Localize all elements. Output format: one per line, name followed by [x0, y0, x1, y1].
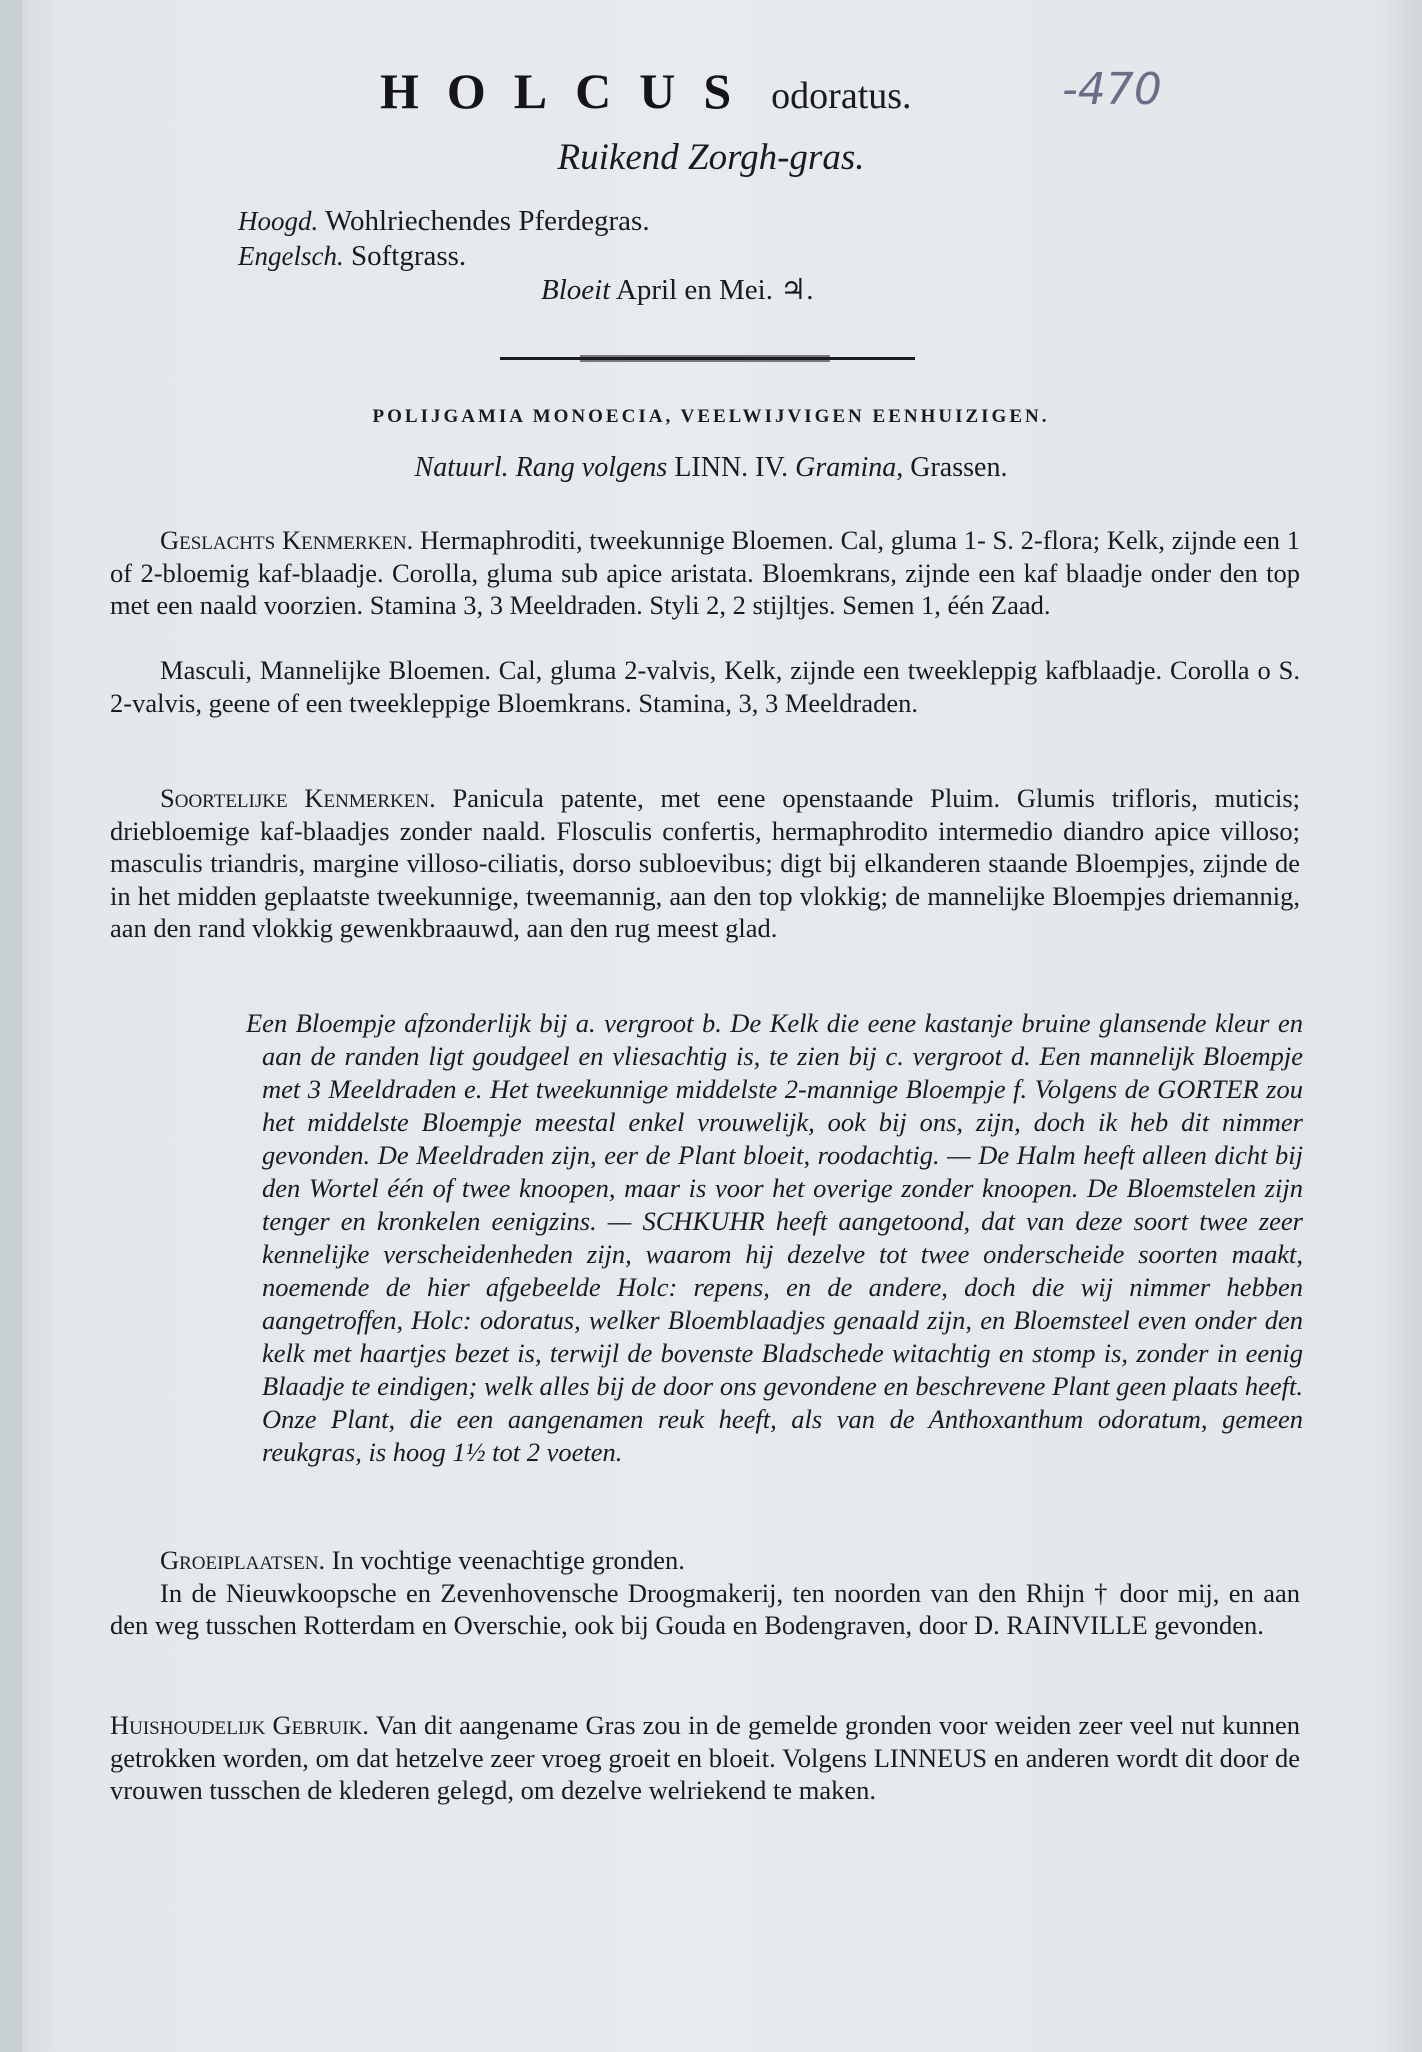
ornamental-rule — [500, 355, 915, 362]
vernacular-value: Softgrass. — [350, 240, 467, 272]
flowering-line — [541, 272, 813, 307]
descriptive-note — [246, 1007, 1303, 1469]
male-flowers — [110, 654, 1300, 719]
natural-order-author: LINN. IV. — [674, 452, 789, 483]
section-heading: Soortelijke Kenmerken. — [160, 783, 436, 813]
section-heading: Geslachts Kenmerken. — [160, 525, 414, 555]
dutch-name: Ruikend Zorgh-gras. — [557, 137, 865, 178]
habitat-lead: In vochtige veenachtige gronden. — [331, 1545, 685, 1575]
handwritten-annotation: -470 — [1062, 64, 1162, 115]
male-flowers-text: Masculi, Mannelijke Bloemen. Cal, gluma 2-valvis, Kelk, zijnde een tweekleppig kafblaadje. Corolla o S. 2-valvis, geene of een tweekleppige Bloemkrans. Stamina, 3, 3 Meeldraden. — [110, 655, 1300, 718]
natural-order-dutch: Grassen. — [910, 452, 1008, 483]
class-heading: POLIJGAMIA MONOECIA, VEELWIJVIGEN EENHUIZIGEN. — [372, 406, 1050, 427]
genus-name: HOLCUS — [380, 63, 760, 119]
flowering-label: Bloeit — [541, 274, 611, 306]
section-text: Hermaphroditi, tweekunnige Bloemen. Cal, gluma 1- S. 2-flora; Kelk, zijnde een 1 of 2-bloemig kaf-blaadje. Corolla, gluma sub apice aristata. Bloemkrans, zijnde een kaf blaadje onder den top met een naald voorzien. Stamina 3, 3 Meeldraden. Styli 2, 2 stijltjes. Semen 1, één Zaad. — [110, 525, 1301, 620]
vernacular-value: Wohlriechendes Pferdegras. — [324, 205, 650, 237]
vernacular-lang: Hoogd. — [238, 206, 319, 236]
flowering-text: April en Mei. ♃. — [615, 274, 814, 306]
section-heading: Huishoudelijk Gebruik. — [110, 1710, 369, 1740]
natural-order-line — [0, 452, 1422, 484]
natural-order-name: Gramina, — [795, 452, 904, 483]
habitat-section — [110, 1544, 1300, 1642]
natural-order-prefix: Natuurl. Rang volgens — [414, 452, 668, 483]
note-text: Een Bloempje afzonderlijk bij a. vergroot b. De Kelk die eene kastanje bruine glansende kleur en aan de randen ligt goudgeel en vliesachtig is, te zien bij c. vergroot d. Een mannelijk Bloempje met 3 Meeldraden e. Het tweekunnige middelste 2-mannige Bloempje f. Volgens de GORTER zou het middelste Bloempje meestal enkel vrouwelijk, ook bij ons, zijn, doch ik heb dit nimmer gevonden. De Meeldraden zijn, eer de Plant bloeit, roodachtig. — De Halm heeft alleen dicht bij den Wortel één of twee knoopen, maar is voor het overige zonder knoopen. De Bloemstelen zijn tenger en kronkelen eenigzins. — SCHKUHR heeft aangetoond, dat van deze soort twee zeer kennelijke verscheidenheden zijn, waarom hij dezelve tot twee onderscheide soorten maakt, noemende de hier afgebeelde Holc: repens, en de andere, doch die wij nimmer hebben aangetroffen, Holc: odoratus, welker Bloemblaadjes genaald zijn, en Bloemsteel even onder den kelk met haartjes bezet is, terwijl de bovenste Bladschede witachtig en stomp is, zonder in eenig Blaadje te eindigen; welk alles bij de door ons gevondene en beschrevene Plant geen plaats heeft. Onze Plant, die een aangenamen reuk heeft, als van de Anthoxanthum odoratum, gemeen reukgras, is hoog 1½ tot 2 voeten. — [246, 1008, 1303, 1467]
generic-characters — [110, 524, 1300, 622]
habitat-text: In de Nieuwkoopsche en Zevenhovensche Droogmakerij, ten noorden van den Rhijn † door mij, en aan den weg tusschen Rotterdam en Overschie, ook bij Gouda en Bodengraven, door D. RAINVILLE gevonden. — [110, 1577, 1300, 1640]
specific-characters — [110, 782, 1300, 945]
vernacular-english — [238, 240, 466, 273]
section-text: Panicula patente, met eene openstaande Pluim. Glumis trifloris, muticis; driebloemige kaf-blaadjes zonder naald. Flosculis confertis, hermaphrodito intermedio diandro apice villoso; masculis triandris, margine villoso-ciliatis, dorso subloevibus; digt bij elkanderen staande Bloempjes, zijnde de in het midden geplaatste tweekunnige, tweemannig, aan den top vlokkig; de mannelijke Bloempjes driemannig, aan den rand vlokkig gewenkbraauwd, aan den rug meest glad. — [110, 783, 1301, 943]
vernacular-lang: Engelsch. — [238, 241, 344, 271]
vernacular-german — [238, 205, 650, 238]
section-heading: Groeiplaatsen. — [160, 1545, 326, 1575]
household-use-section — [110, 1709, 1300, 1807]
species-name: odoratus. — [771, 75, 912, 117]
page-gutter-shadow — [0, 0, 22, 2052]
section-text: Van dit aangename Gras zou in de gemelde gronden voor weiden zeer veel nut kunnen getrokken worden, om dat hetzelve zeer vroeg groeit en bloeit. Volgens LINNEUS en anderen wordt dit door de vrouwen tusschen de klederen gelegd, om dezelve welriekend te maken. — [110, 1710, 1300, 1805]
